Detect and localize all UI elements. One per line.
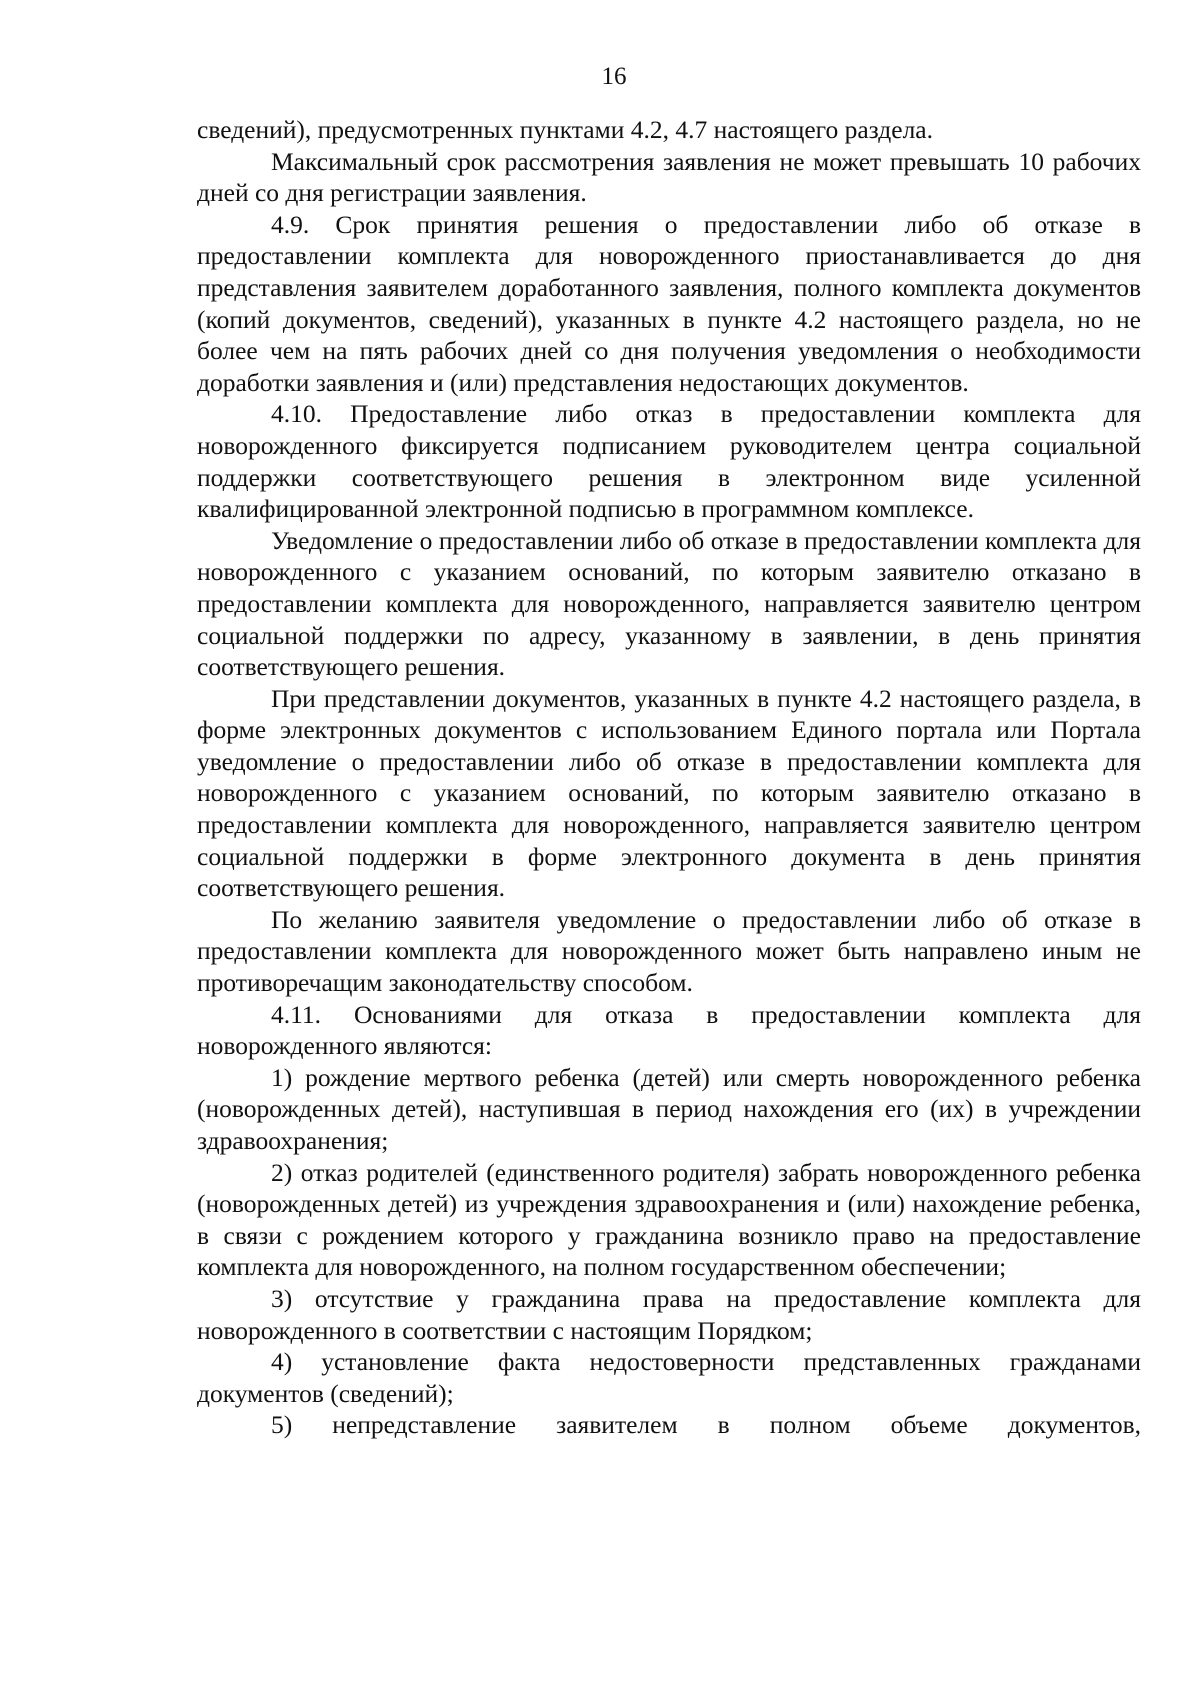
- paragraph-4-9: 4.9. Срок принятия решения о предоставлении либо об отказе в предоставлении комплекта для новорожденного приостанавливается до дня представления заявителем доработанного заявления, полного комплекта документов (копий документов, сведений), указанных в пункте 4.2 настоящего раздела, но не более чем на пять рабочих дней со дня получения уведомления о необходимости доработки заявления и (или) представления недостающих документов.: [197, 209, 1141, 397]
- page-number: 16: [601, 63, 627, 90]
- paragraph-notification: Уведомление о предоставлении либо об отказе в предоставлении комплекта для новорожденного с указанием оснований, по которым заявителю отказано в предоставлении комплекта для новорожденного, направляется заявителю центром социальной поддержки по адресу, указанному в заявлении, в день принятия соответствующего решения.: [197, 525, 1141, 682]
- paragraph-max-review-term: Максимальный срок рассмотрения заявления не может превышать 10 рабочих дней со дня регистрации заявления.: [197, 146, 1141, 208]
- list-item-3: 3) отсутствие у гражданина права на предоставление комплекта для новорожденного в соответствии с настоящим Порядком;: [197, 1283, 1141, 1345]
- paragraph-4-11: 4.11. Основаниями для отказа в предоставлении комплекта для новорожденного являются:: [197, 999, 1141, 1061]
- document-body: [197, 114, 1141, 1441]
- paragraph-4-10: 4.10. Предоставление либо отказ в предоставлении комплекта для новорожденного фиксируется подписанием руководителем центра социальной поддержки соответствующего решения в электронном виде усиленной квалифицированной электронной подписью в программном комплексе.: [197, 399, 1141, 524]
- list-item-2: 2) отказ родителей (единственного родителя) забрать новорожденного ребенка (новорожденных детей) из учреждения здравоохранения и (или) нахождение ребенка, в связи с рождением которого у гражданина возникло право на предоставление комплекта для новорожденного, на полном государственном обеспечении;: [197, 1157, 1141, 1282]
- paragraph-continuation: сведений), предусмотренных пунктами 4.2, 4.7 настоящего раздела.: [197, 115, 933, 144]
- list-item-1: 1) рождение мертвого ребенка (детей) или смерть новорожденного ребенка (новорожденных детей), наступившая в период нахождения его (их) в учреждении здравоохранения;: [197, 1062, 1141, 1155]
- paragraph-electronic-notification: При представлении документов, указанных в пункте 4.2 настоящего раздела, в форме электронных документов с использованием Единого портала или Портала уведомление о предоставлении либо об отказе в предоставлении комплекта для новорожденного с указанием оснований, по которым заявителю отказано в предоставлении комплекта для новорожденного, направляется заявителю центром социальной поддержки в форме электронного документа в день принятия соответствующего решения.: [197, 683, 1141, 903]
- list-item-5: 5) непредставление заявителем в полном объеме документов,: [271, 1410, 1141, 1440]
- list-item-4: 4) установление факта недостоверности представленных гражданами документов (сведений);: [197, 1347, 1141, 1408]
- paragraph-applicant-request: По желанию заявителя уведомление о предоставлении либо об отказе в предоставлении комплекта для новорожденного может быть направлено иным не противоречащим законодательству способом.: [197, 904, 1141, 998]
